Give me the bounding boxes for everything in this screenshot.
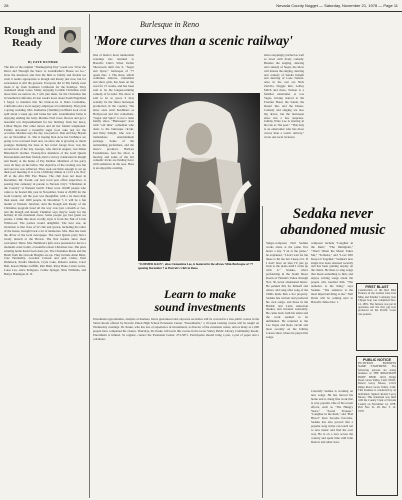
investment-headline-line2: sound investments xyxy=(154,300,246,314)
public-notice-box xyxy=(356,356,398,496)
investment-headline-line1: Learn to make xyxy=(164,287,236,301)
feature-column-3 xyxy=(308,54,348,204)
running-header xyxy=(0,0,402,10)
header-rule xyxy=(0,11,402,12)
column-byline: By FAYE DUNBAR xyxy=(28,60,58,64)
column-body: The title of the original "Thanksgiving Day" poem was "Over the River and Through the Snow to Grandfather's House we Go." Over the meadows and thru the hills to family and friends we went it seems appropriate to Rough and Ready just now, but for seriousness is still the greatest. Everyone did it! My family even made it up from Southern California for the holidays. They wandered about Grass Valley enjoying Cornish Christmas even more than we natives do. I will join them, for the Christmas fun in Southern California. In last week's news about Sarah Engelland I forgot to mention that his bride-to-be is Dana Colaninno, California and a local surgery employee at Community. They plan a spring wedding. Mrs. Katherine (Tommie) Lichfield took a bad spill about a week ago and broke her arm. Grandmother Dana is enjoying tending the baby. Martine Fred loves flowers and got a beautiful red chrysanthemum for her birthday from her niece, Lillian Hayes. Her other nieces and all her friends telephoned. Family decorated a beautiful angel food cake just for the occasion. Martine says the day was perfect. Don and Kay Bryant are on November 11. She is hoping Ron Acre her birthdays are going to be reversed from now on since she is growing so much younger. Running the base of her travel forage floor was the second note of her day. George, who died in August, was Diane Blanchard's brother. Twenty-five members of the Gold Quartz Descendants and their friends, held a victory celebration in Rough and Ready at the home of Pay Dunbar. Members of the party were all busy on the ballot. The objective of the evening was fun and success was achieved. They took out thick enough to set up their pool meeting. It is to be a birthday dinner at 11:15 a.m. Nov. 28 at the Alta Hill Fire House. The club does not meet in December. Mr. Swain, our new local post office supervisor, is passing that cemetery in parade to Nevada City's "Christmas in the Country" at Western Gulch. There were 10,000 people who came to be hosted this year in November. Sales at 20,000 for the Gold Country. All the year was thoughtful, with a lot more help than usual, and 1400 people. In December 7, it will be a fun month at Western Junction. And the Rough and Ready of the Christmas program fared all the way over just a month or two, and the Rough and Ready Chamber says they're ready for the holiday in the mountain areas. Some people got bad green tea parties. I think this most worthy style is from the Nik of Little Wildwood. The parties would delightful. The best one, an invitation to that class of 52 club and grown, including the tailor of the house, brought back a lot of memories. Mrs. Mae has been the driver of the local newspaper. The Gold Quartz party had a lovely brunch at the Brown. The first leaders since most welcomed. There. Mrs. Hamilton's gifts were presented to her in a moments order trailer, a beautiful ornate Christmas tree. The prize winning home hasn't been done yet. The Christmas Marie and the Heidi from the Lincoln Heights are up. They include Anne Betts, Clee Horshelby, Lorraine Coburn and Ann Cutter, Patti Dimmock, Prudia Shurlock, Cryia Lake, Roberta Adena, Carol Beil, Karen Henke Griffith, Rita Bahr, Patsy Bane, Linda Lewis, Loise Lea, Alice Pettigrew, Celine Spiegel, Nina Williams, and Bettye Hannigan, R. N. xyxy=(4,66,86,277)
sedaka-column-2: composer include "Laughter in the Rain," "The Immigrant," "That's When the Music Takes Me," "Solitaire," and "Love Will Keep Us Together." Sedaka's new single has been released recently and has been gaining airplay on the charts. He likes to sing songs that mean something to him, and enjoys writing songs about the people who touched him. "The audience is the thing," says Sedaka. "The audience is the most important thing to me." Neil Davis will be coming next to Harrah's Tahoe Dec. 1. xyxy=(311,242,353,304)
sedaka-column-3: Currently Sedaka is working on new songs. He has moved his home and is doing fine work that is very popular. One of his recent efforts, such as "The Hungry Years," "Sweet Sixteen," "Laughter in the Rain," and "Bad Blood" have become favorites. Sedaka has also proved that a popular song writer can reach out to new music and find his own way. He is on a tour across the country and spent time with John Denver and other stars. xyxy=(311,390,353,444)
public-notice-body: FICTITIOUS BUSINESS NAME STATEMENT. The following persons are doing business as THE RIDGEIKON BODY SHOP, 12101 Ridge Road, Grass Valley, Calif. 95945. Robert Leroy Moore, 12101 Ridge Road, Grass Valley, Calif. This business is conducted by an individual. Signed: Robert Leroy Moore. This statement was filed with the County Clerk of Nevada County on November 14, 1978. Pub: Nov. 21, 28, Dec. 5, 12, 1978. xyxy=(358,362,396,413)
showgirl-photo xyxy=(138,93,260,261)
public-notice-title: PUBLIC NOTICE xyxy=(363,358,391,362)
page-number: 28 xyxy=(4,3,9,8)
feature-column-1: One of Reno's most memorable evenings has returned to Harrah's Club's Silver Dollar Showroom until Jan. 9, "Sugar and Spice," burlesque of '77 opens Dec. 1. The show, which combines dancers, comedians and show girls, has been on the road for 15 weeks, and has been said to be the longest-running comedy of its kind. The show is said to be so good, it may actually be the finest burlesque production in the country. The show stars such headliners as Hollywood and live comedians. "Sugar and Spice" is not a tame family show. "Burlesque" stars with "old time" comedian who dates to the burlesque circuit, and Patty Knight, who was a tremendous entertainment package. Some of the outstanding performers, and the show's producer, Barbara Foundations, feel the show is moving and some of the hot comedic tricks are finding favor with audiences in the area. Here is an enjoyable evening. xyxy=(93,54,134,171)
first-blast-box xyxy=(356,283,398,351)
first-blast-body: Construction of the Red Bird Furnace in the Golden Gate Iron Mine and Smelter Company near Clipper Gap was completed Nov. 14, 1881. The furnace was put in operation and the first pig iron produced on the Pacific Coast was poured. xyxy=(358,289,396,316)
column-title-line2: Ready xyxy=(12,37,42,49)
section-heading: Burlesque in Reno xyxy=(140,20,200,29)
photo-caption: "SUMMER RAIN", alias Clementine Lee, is featured in the all new Mini-Burlesque of '77 opening December 7 at Harrah's Club in Reno. xyxy=(138,262,254,270)
dateline: Nevada County Nugget — Saturday, November 21, 1978 — Page 11 xyxy=(276,3,398,8)
columnist-portrait xyxy=(59,27,81,53)
sedaka-headline xyxy=(268,206,398,238)
sedaka-headline-line1: Sedaka never xyxy=(292,206,374,222)
column-title-line1: Rough and xyxy=(4,25,56,37)
feature-column-2: show-stoppingly pitched as well as laced with lively comedy. Besides the singing, dancing and comedy of Sugar, the show will feature the singing, dancing and comedy of Sandra Knight and dancing of Lane Nelson. Also in the cast are Nick Zarlcho, Doggie Rex, LeRoy Mitch and more. Nelson is a familiar entertainer at Las Vegas, having starred at the Frontier Hotel, the Sands, the Desert Inn, and the Dunes. Comedy and singing are also big draws, but the burlesque show has a few surprises. Johnny Wino Lee is starring in his tale as "the poet." "This lady is an entertainer who has more curves than a scenic railway," wrote one local reviewer. xyxy=(264,54,304,140)
column-divider-right xyxy=(262,206,263,498)
investment-body: Investment opportunities, analysis of markets, fixed, guaranteed and corporate securities will be covered in a free public course in the Sierra Room offered by Nevada Union High School Extension Center. "Investments," a 10-week evening course will be taught on Wednesday evenings. Dr. Peake, who has lots of experience in investments, is director of the extension center, and as many as 1,000 people have completed his classes. Thursday, Dr. Peake will teach this course in the Grass Valley Public Library Community Room. Enrollment is limited. To register, contact the Extension Center, 273-5871. Participants should bring a pen, a pad of paper and a calculator. xyxy=(93,318,259,341)
feature-column-4 xyxy=(352,54,398,204)
investment-headline xyxy=(140,288,260,314)
feature-headline: 'More curves than a scenic railway' xyxy=(93,33,293,48)
feature-photo xyxy=(138,93,260,261)
first-blast-title: FIRST BLAST xyxy=(365,285,389,289)
column-title xyxy=(4,25,86,53)
sedaka-column-1: Singer-composer Neil Sedaka works alone at the piano five hours a day. "I sit at the piano," he explained, "I don't wait for the muse to hit me but I keep at it. If I don't have an idea I'll just go back to the piano until I come up with it." Sedaka, who's performing in the South Shore Room of Harrah's Tahoe through Nov. 30, never abandoned music. He penned hits for himself and others, and song after song of the 1960s made him a hot property. Sedaka has written and produced his own songs, and those in the British and Latin American market, and traveled constantly. He came back with his talent and the work seemed to be unfinished. He returned to the Las Vegas and Reno circuit and most recently on the Johnny Carson show where he played his songs. xyxy=(266,242,308,339)
column-divider xyxy=(89,14,90,498)
sedaka-headline-line2: abandoned music xyxy=(280,222,386,238)
